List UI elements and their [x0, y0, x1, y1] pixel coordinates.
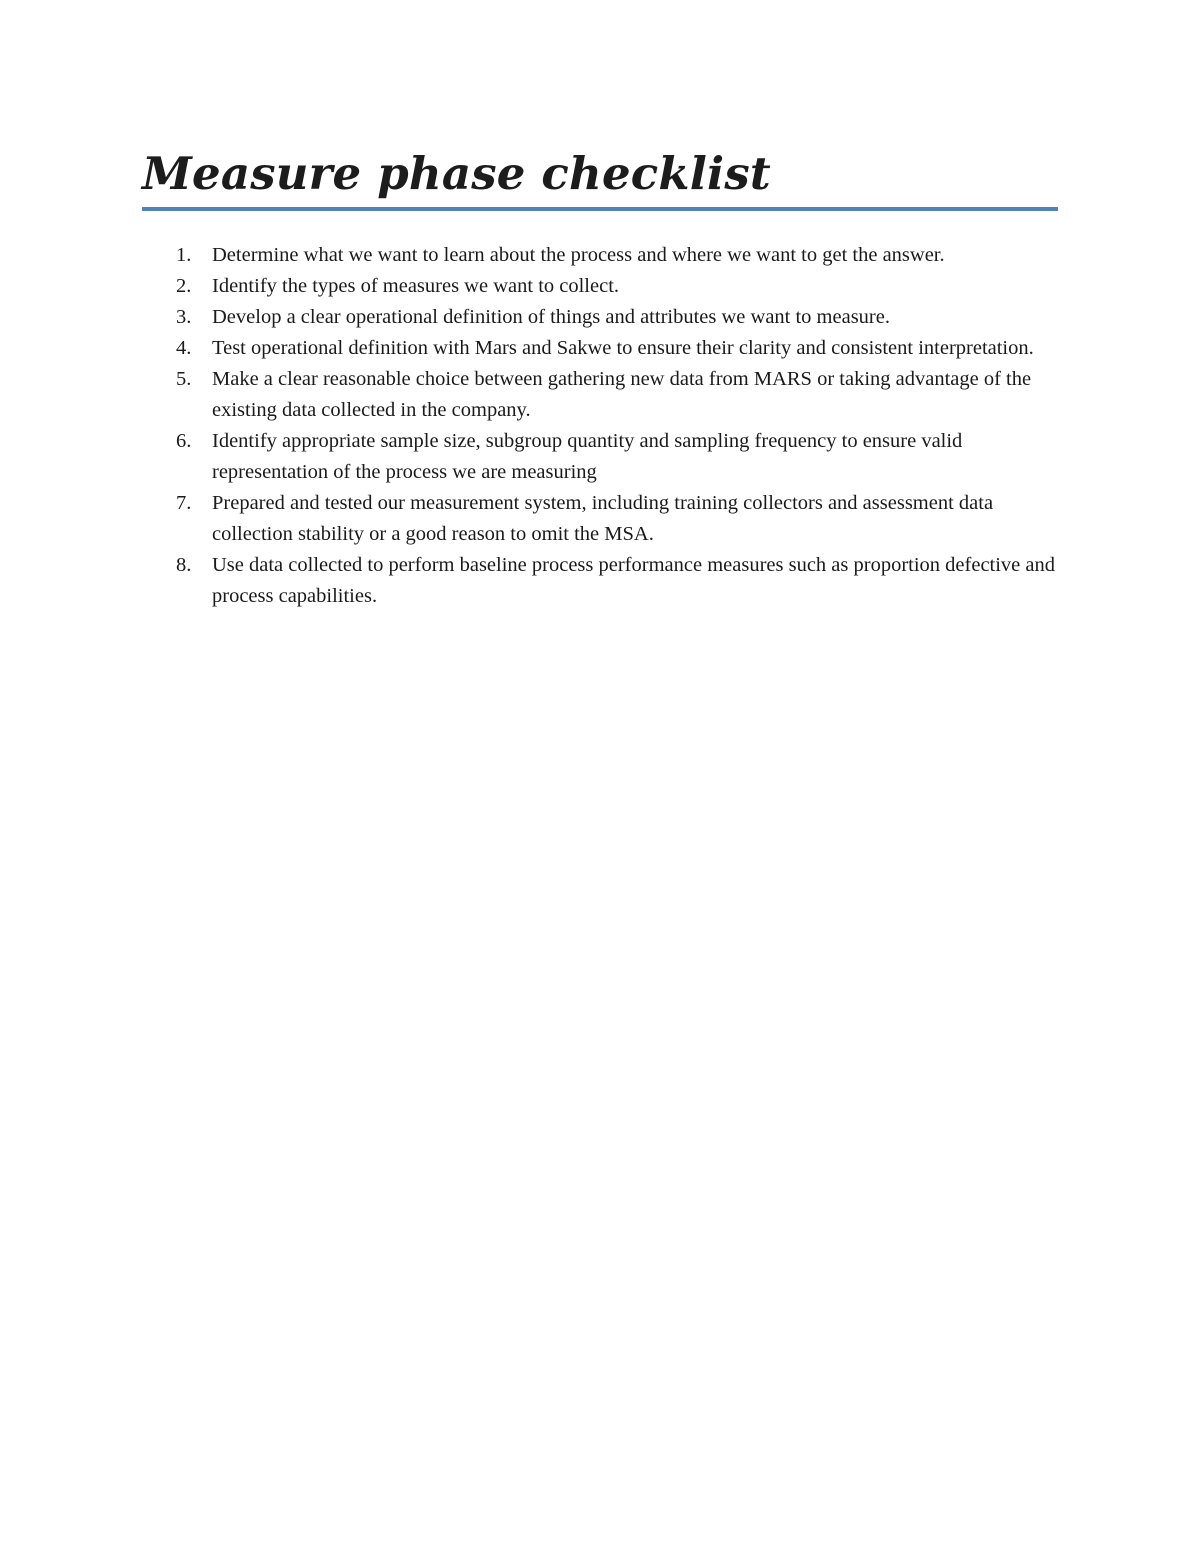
title-underline-rule [142, 207, 1058, 211]
document-title: Measure phase checklist [142, 147, 771, 200]
item-number: 6. [176, 430, 192, 452]
checklist-item [142, 302, 1072, 333]
checklist-item [142, 364, 1072, 426]
item-number: 7. [176, 492, 192, 514]
item-number: 4. [176, 337, 192, 359]
item-text: Test operational definition with Mars and Sakwe to ensure their clarity and consistent interpretation. [212, 337, 1034, 359]
item-number: 5. [176, 368, 192, 390]
checklist-item [142, 550, 1072, 612]
measure-checklist [142, 240, 1072, 612]
item-number: 8. [176, 554, 192, 576]
item-text: Develop a clear operational definition of things and attributes we want to measure. [212, 306, 890, 328]
checklist-item [142, 426, 1072, 488]
checklist-item [142, 333, 1072, 364]
item-text: Use data collected to perform baseline process performance measures such as proportion defective and process capabilities. [212, 554, 1056, 607]
item-number: 2. [176, 275, 192, 297]
item-text: Determine what we want to learn about the process and where we want to get the answer. [212, 244, 945, 266]
checklist-item [142, 271, 1072, 302]
checklist-item [142, 488, 1072, 550]
item-number: 1. [176, 244, 192, 266]
item-text: Identify appropriate sample size, subgroup quantity and sampling frequency to ensure valid representation of the process we are measuring [212, 430, 963, 483]
item-text: Prepared and tested our measurement system, including training collectors and assessment data collection stability or a good reason to omit the MSA. [212, 492, 994, 545]
item-number: 3. [176, 306, 192, 328]
item-text: Identify the types of measures we want to collect. [212, 275, 620, 297]
checklist-item [142, 240, 1072, 271]
item-text: Make a clear reasonable choice between gathering new data from MARS or taking advantage of the existing data collected in the company. [212, 368, 1032, 421]
